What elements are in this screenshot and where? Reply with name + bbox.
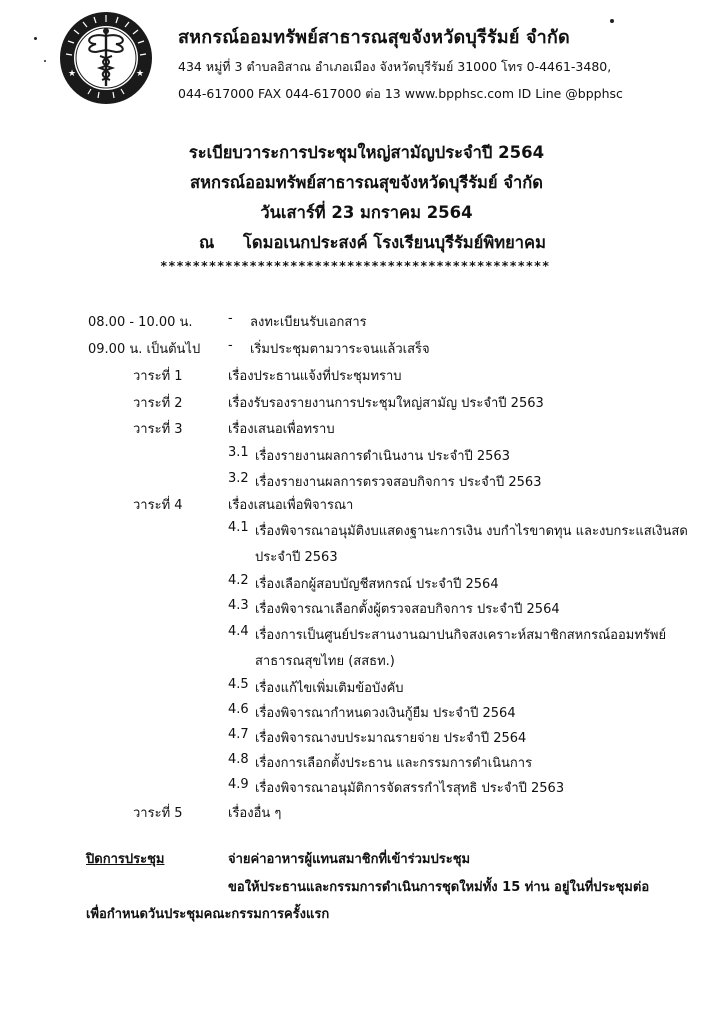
sub-item-text: เรื่องแก้ไขเพิ่มเติมข้อบังคับ: [255, 681, 404, 696]
agenda-item-text: เรื่องประธานแจ้งที่ประชุมทราบ: [228, 369, 402, 384]
cooperative-seal-logo: [58, 10, 154, 106]
document-subtitle-org: สหกรณ์ออมทรัพย์สาธารณสุขจังหวัดบุรีรัมย์ จำกัด: [190, 173, 543, 192]
schedule-activity: ลงทะเบียนรับเอกสาร: [250, 315, 367, 330]
sub-item-text: เรื่องรายงานผลการตรวจสอบกิจการ ประจำปี 2563: [255, 475, 542, 490]
agenda-label: วาระที่ 5: [133, 806, 183, 821]
meeting-date: วันเสาร์ที่ 23 มกราคม 2564: [260, 203, 473, 222]
sub-item-number: 4.4: [228, 624, 249, 639]
agenda-item-text: เรื่องอื่น ๆ: [228, 806, 282, 821]
sub-item-text: เรื่องรายงานผลการดำเนินงาน ประจำปี 2563: [255, 449, 510, 464]
agenda-label: วาระที่ 3: [133, 422, 183, 437]
sub-item-text: เรื่องพิจารณาอนุมัติการจัดสรรกำไรสุทธิ ประจำปี 2563: [255, 781, 565, 796]
address-line-1: 434 หมู่ที่ 3 ตำบลอิสาณ อำเภอเมือง จังหวัดบุรีรัมย์ 31000 โทร 0-4461-3480,: [178, 59, 612, 74]
sub-item-text: เรื่องพิจารณาเลือกตั้งผู้ตรวจสอบกิจการ ประจำปี 2564: [255, 602, 560, 617]
sub-item-text: เรื่องพิจารณากำหนดวงเงินกู้ยืม ประจำปี 2564: [255, 706, 516, 721]
agenda-label: วาระที่ 2: [133, 396, 183, 411]
scan-speck: [44, 60, 46, 62]
sub-item-number: 4.6: [228, 702, 249, 717]
document-title: ระเบียบวาระการประชุมใหญ่สามัญประจำปี 2564: [188, 143, 545, 162]
closing-heading: ปิดการประชุม: [86, 852, 165, 867]
agenda-label: วาระที่ 1: [133, 369, 183, 384]
sub-item-number: 3.2: [228, 471, 249, 486]
closing-line-1: จ่ายค่าอาหารผู้แทนสมาชิกที่เข้าร่วมประชุม: [228, 852, 471, 867]
sub-item-number: 4.9: [228, 777, 249, 792]
sub-item-text: เรื่องพิจารณาอนุมัติงบแสดงฐานะการเงิน งบกำไรขาดทุน และงบกระแสเงินสด: [255, 524, 688, 539]
schedule-activity: เริ่มประชุมตามวาระจนแล้วเสร็จ: [250, 342, 430, 357]
schedule-time: 09.00 น. เป็นต้นไป: [88, 342, 201, 357]
venue-prefix: ณ: [199, 233, 215, 252]
organization-name: สหกรณ์ออมทรัพย์สาธารณสุขจังหวัดบุรีรัมย์ จำกัด: [178, 27, 570, 48]
closing-line-3: เพื่อกำหนดวันประชุมคณะกรรมการครั้งแรก: [86, 907, 330, 922]
sub-item-continuation: สาธารณสุขไทย (สสธท.): [255, 654, 395, 669]
sub-item-number: 4.3: [228, 598, 249, 613]
agenda-item-text: เรื่องเสนอเพื่อทราบ: [228, 422, 335, 437]
sub-item-continuation: ประจำปี 2563: [255, 550, 338, 565]
schedule-dash: -: [228, 338, 233, 353]
address-line-2: 044-617000 FAX 044-617000 ต่อ 13 www.bpphsc.com ID Line @bpphsc: [178, 86, 623, 101]
closing-line-2: ขอให้ประธานและกรรมการดำเนินการชุดใหม่ทั้ง 15 ท่าน อยู่ในที่ประชุมต่อ: [228, 880, 650, 895]
agenda-item-text: เรื่องรับรองรายงานการประชุมใหญ่สามัญ ประจำปี 2563: [228, 396, 544, 411]
agenda-label: วาระที่ 4: [133, 498, 183, 513]
sub-item-number: 4.2: [228, 573, 249, 588]
sub-item-text: เรื่องการเป็นศูนย์ประสานงานฌาปนกิจสงเคราะห์สมาชิกสหกรณ์ออมทรัพย์: [255, 628, 667, 643]
sub-item-text: เรื่องเลือกผู้สอบบัญชีสหกรณ์ ประจำปี 2564: [255, 577, 499, 592]
sub-item-number: 4.7: [228, 727, 249, 742]
sub-item-text: เรื่องพิจารณางบประมาณรายจ่าย ประจำปี 2564: [255, 731, 527, 746]
scan-speck: [34, 37, 37, 40]
sub-item-number: 4.8: [228, 752, 249, 767]
scan-speck: [610, 19, 614, 23]
schedule-dash: -: [228, 311, 233, 326]
schedule-time: 08.00 - 10.00 น.: [88, 315, 193, 330]
asterisk-divider: ************************************************: [160, 258, 551, 273]
sub-item-number: 4.5: [228, 677, 249, 692]
svg-text:★: ★: [68, 69, 77, 79]
agenda-item-text: เรื่องเสนอเพื่อพิจารณา: [228, 498, 354, 513]
sub-item-number: 4.1: [228, 520, 249, 535]
meeting-venue: โดมอเนกประสงค์ โรงเรียนบุรีรัมย์พิทยาคม: [243, 233, 546, 252]
sub-item-number: 3.1: [228, 445, 249, 460]
svg-text:★: ★: [136, 69, 145, 79]
sub-item-text: เรื่องการเลือกตั้งประธาน และกรรมการดำเนินการ: [255, 756, 533, 771]
